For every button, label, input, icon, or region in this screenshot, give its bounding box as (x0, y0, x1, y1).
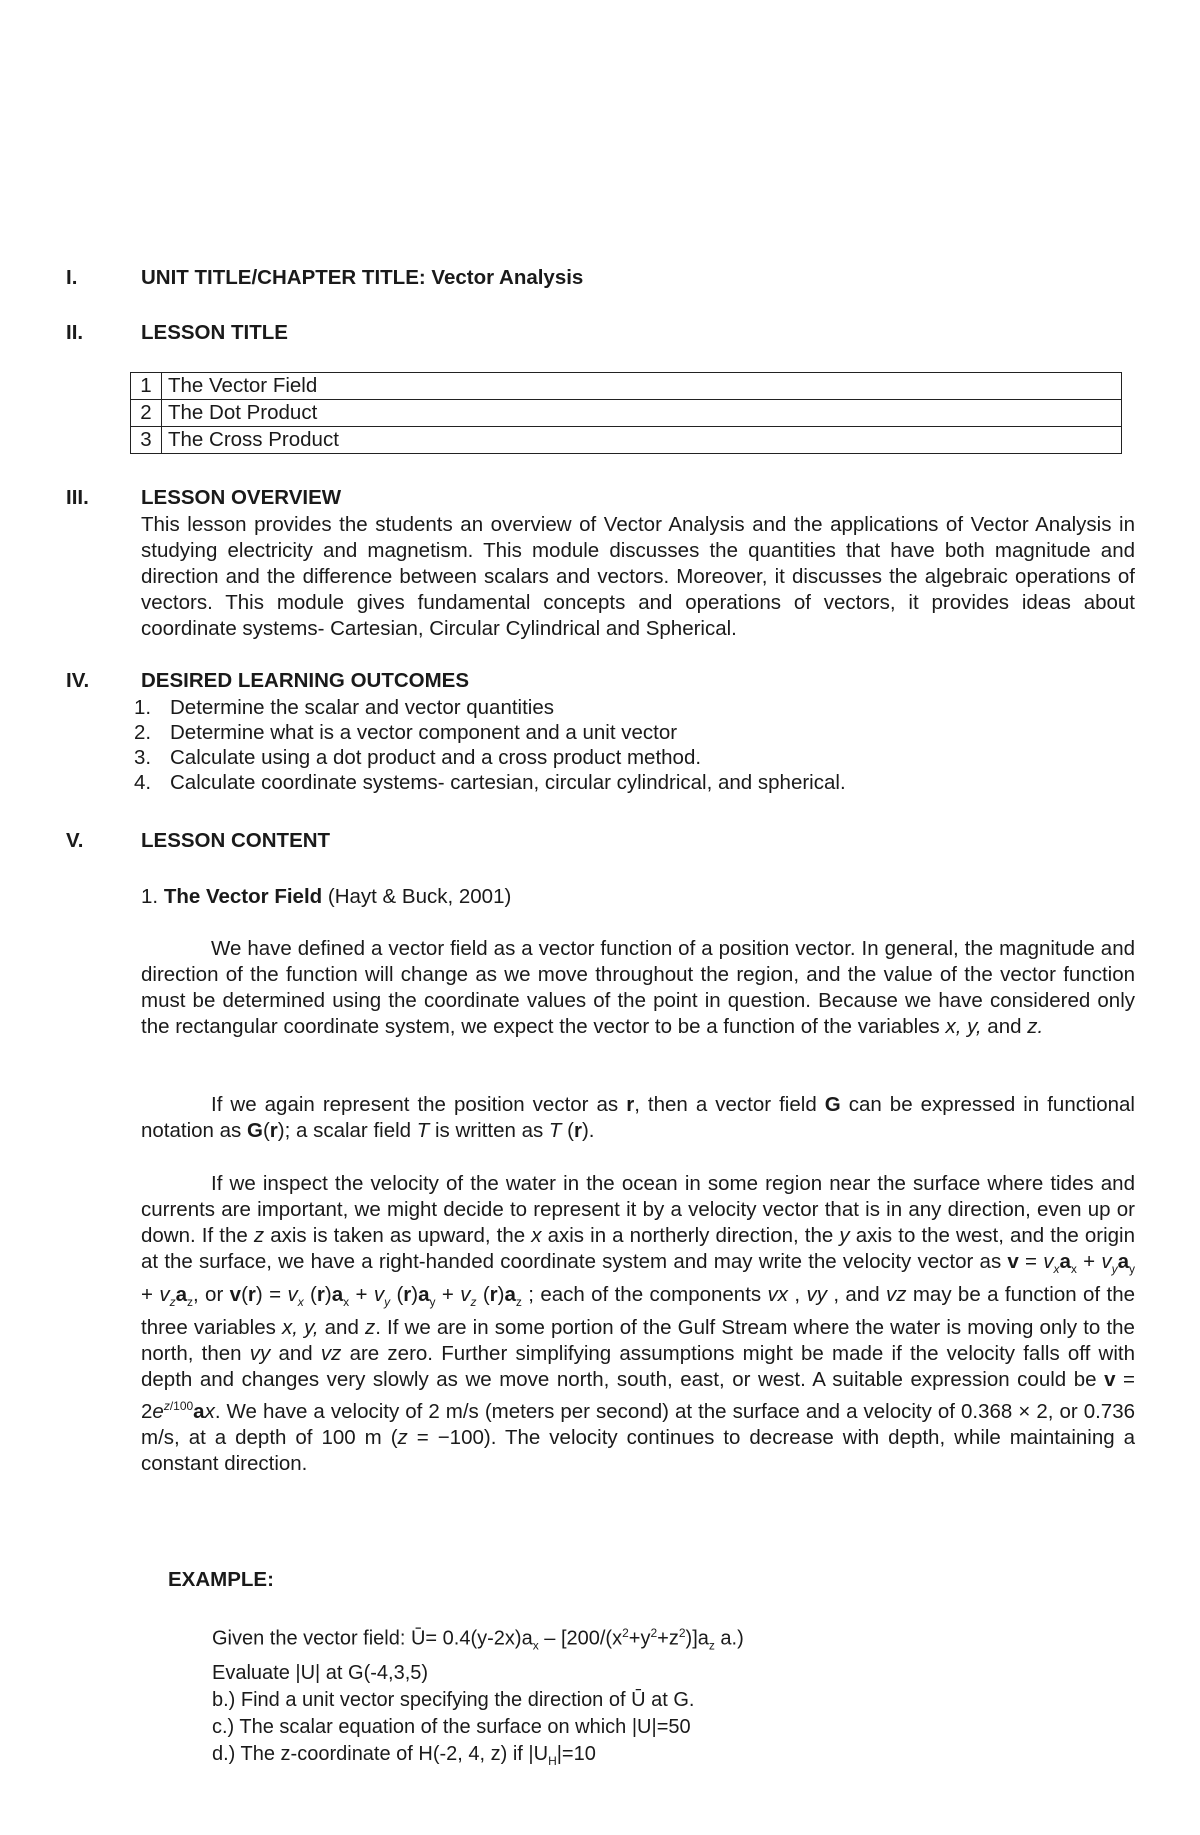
list-text: Calculate using a dot product and a cross product method. (170, 746, 702, 769)
list-item (134, 745, 846, 770)
section-number: V. (66, 829, 84, 852)
section-heading: LESSON CONTENT (141, 829, 331, 852)
section-number: I. (66, 266, 78, 289)
list-number: 2. (134, 721, 152, 744)
list-number: 3. (134, 746, 152, 769)
lesson-number: 1 (131, 373, 162, 400)
lesson-table (130, 372, 1122, 454)
example-line: Given the vector field: Ū= $0.4(y-2x)a_x - [200/(x^2+y^2+z^2)]a_z$ a.) (212, 1626, 744, 1653)
subsection-number: 1. (141, 885, 159, 908)
section-number: II. (66, 321, 84, 344)
outcomes-list (134, 695, 846, 795)
table-row (131, 400, 1122, 427)
content-paragraph-1: We have defined a vector field as a vector function of a position vector. In general, the magnitude and direction of the function will change as we move throughout the region, and the value of the vector function must be determined using the coordinate values of the point in question. Because we have considered only the rectangular coordinate system, we expect the vector to be a function of the variables x, y, and z. (141, 937, 1135, 1038)
example-title: EXAMPLE: (168, 1568, 274, 1591)
list-text: Determine the scalar and vector quantities (170, 696, 555, 719)
example-line: d.) The z-coordinate of H(-2, 4, z) if $|U_H|=10$ (212, 1742, 596, 1768)
subsection-title: The Vector Field (163, 885, 323, 908)
list-text: Determine what is a vector component and a unit vector (170, 721, 678, 744)
lesson-name: The Cross Product (162, 427, 1122, 454)
lesson-name: The Vector Field (162, 373, 1122, 400)
list-number: 1. (134, 696, 152, 719)
section-heading: DESIRED LEARNING OUTCOMES (141, 669, 470, 692)
overview-paragraph: This lesson provides the students an overview of Vector Analysis and the applications of Vector Analysis in studying electricity and magnetism. This module discusses the quantities that have both magnitude and direction and the difference between scalars and vectors. Moreover, it discusses the algebraic operations of vectors. This module gives fundamental concepts and operations of vectors, it provides ideas about coordinate systems- Cartesian, Circular Cylindrical and Spherical. (141, 513, 1135, 640)
subsection-citation: (Hayt & Buck, 2001) (327, 885, 512, 908)
lesson-number: 3 (131, 427, 162, 454)
lesson-name: The Dot Product (162, 400, 1122, 427)
list-text: Calculate coordinate systems- cartesian, circular cylindrical, and spherical. (170, 771, 846, 794)
example-line: c.) The scalar equation of the surface on which |U|=50 (212, 1715, 691, 1738)
example-line: b.) Find a unit vector specifying the direction of Ū at G. (212, 1688, 695, 1711)
section-heading: LESSON TITLE (141, 321, 288, 344)
section-number: IV. (66, 669, 90, 692)
list-item (134, 770, 846, 795)
list-item (134, 695, 846, 720)
example-line: Evaluate |U| at G(-4,3,5) (212, 1661, 429, 1684)
list-number: 4. (134, 771, 152, 794)
example-block (212, 1620, 744, 1775)
section-number: III. (66, 486, 89, 509)
section-heading: LESSON OVERVIEW (141, 486, 342, 509)
heading-value: Vector Analysis (431, 266, 584, 289)
heading-label: UNIT TITLE/CHAPTER TITLE: (141, 266, 426, 289)
table-row (131, 427, 1122, 454)
list-item (134, 720, 846, 745)
subsection-heading (141, 884, 511, 910)
section-heading (141, 266, 583, 290)
lesson-number: 2 (131, 400, 162, 427)
content-paragraph-3: If we inspect the velocity of the water in the ocean in some region near the surface where tides and currents are important, we might decide to represent it by a velocity vector that is in any direction, even up or down. If the z axis is taken as upward, the x axis in a northerly direction, the y axis to the west, and the origin at the surface, we have a right-handed coordinate system and may write the velocity vector as $v = v_xa_x + v_ya_y + v_za_z$, or $v(r) = v_x$ $(r)a_x + v_y$ $(r)a_y + v_z$ $(r)a_z$ ; each of the components vx , vy , and vz may be a function of the three variables x, y, and z. If we are in some portion of the Gulf Stream where the water is moving only to the north, then vy and vz are zero. Further simplifying assumptions might be made if the velocity falls off with depth and changes very slowly as we move north, south, east, or west. A suitable expression could be $v = 2e^{z/100}ax$. We have a velocity of 2 m/s (meters per second) at the surface and a velocity of 0.368 × 2, or 0.736 m/s, at a depth of 100 m (z = −100). The velocity continues to decrease with depth, while maintaining a constant direction. (141, 1172, 1136, 1476)
content-paragraph-2: If we again represent the position vector as r, then a vector field G can be expressed in functional notation as G(r); a scalar field T is written as T (r). (141, 1093, 1135, 1142)
table-row (131, 373, 1122, 400)
